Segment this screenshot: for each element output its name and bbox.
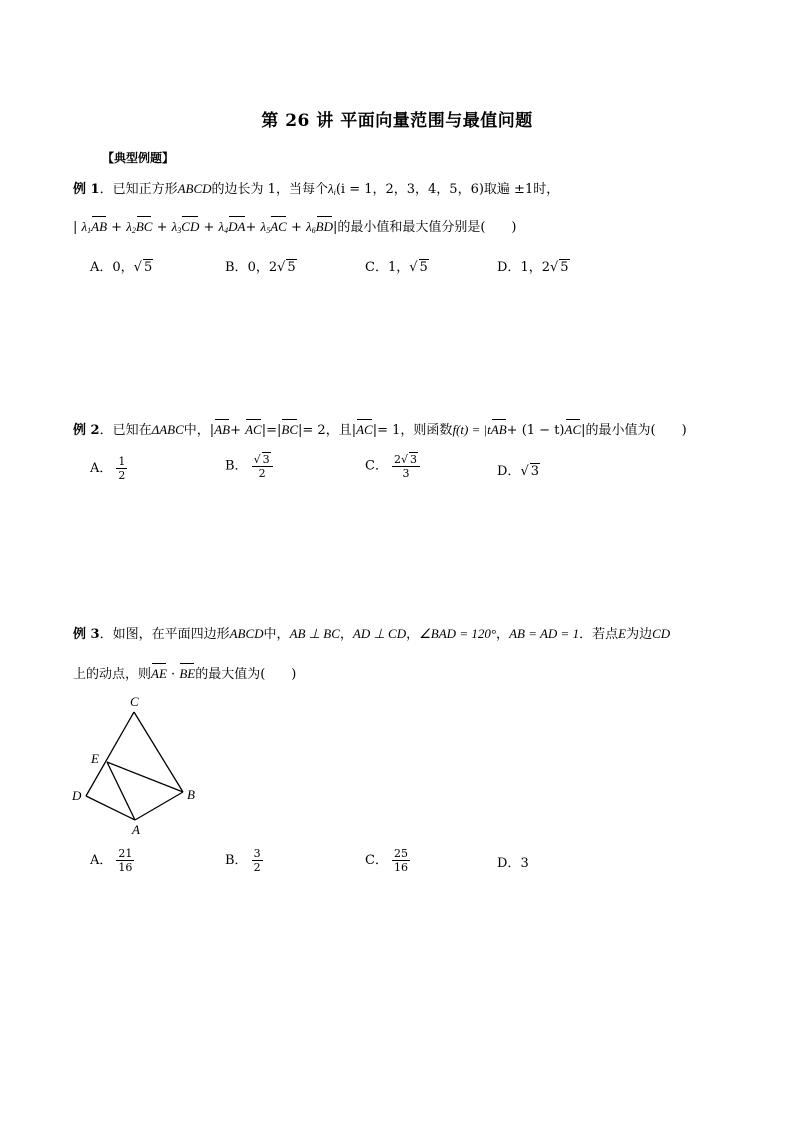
example-3-line-1: 例 3．如图，在平面四边形ABCD中，AB ⊥ BC，AD ⊥ CD，∠BAD = 120°，AB = AD = 1．若点E为边CD xyxy=(73,626,671,642)
segment-ba xyxy=(135,792,183,820)
page-title: 第 26 讲 平面向量范围与最值问题 xyxy=(261,111,533,131)
example-1-label: 例 1 xyxy=(73,182,100,197)
segment-ad xyxy=(86,796,135,820)
example-1-option-d[interactable]: D．1，2√ 5 xyxy=(497,260,569,275)
label-e: E xyxy=(91,751,99,766)
section-heading: 【典型例题】 xyxy=(102,151,175,165)
example-3-option-a[interactable]: A． $\frac{21}{16}$ xyxy=(90,847,133,874)
example-1-option-b[interactable]: B．0，2√ 5 xyxy=(225,260,296,275)
segment-eb xyxy=(107,762,183,792)
example-2-label: 例 2 xyxy=(73,423,100,438)
example-1-expression: | $\lambda_1AB + \lambda_2BC + \lambda_3CD + \lambda_4DA+ \lambda_5AC + \lambda_6BD|$的最小值和最大值分别是( ) xyxy=(73,215,517,240)
example-3-option-c[interactable]: C． $\frac{25}{16}$ xyxy=(365,847,408,874)
label-a: A xyxy=(132,822,140,837)
example-2-option-c[interactable]: C． $\frac{2√ 3}{3}$ xyxy=(365,452,420,480)
example-2-option-b[interactable]: B． $\frac{√ 3}{2}$ xyxy=(225,452,273,480)
example-3-option-d[interactable]: D．3 xyxy=(497,856,529,871)
example-1-option-c[interactable]: C．1，√ 5 xyxy=(365,260,428,275)
label-d: D xyxy=(72,788,82,803)
label-c: C xyxy=(130,694,139,709)
example-2-option-a[interactable]: A． $\frac{1}{2}$ xyxy=(90,455,126,482)
example-1-line-1: 例 1．已知正方形ABCD的边长为 1，当每个$\lambda_i(i = 1$，2，3，4，5，6)取遍 ±1时， xyxy=(73,181,560,197)
example-2-option-d[interactable]: D．√ 3 xyxy=(497,464,540,479)
example-3-label: 例 3 xyxy=(73,627,100,642)
segment-cb xyxy=(134,712,183,792)
example-3-line-2: 上的动点，则AE · BE的最大值为( ) xyxy=(73,662,296,684)
example-3-option-b[interactable]: B． $\frac{3}{2}$ xyxy=(225,847,261,874)
label-b: B xyxy=(187,787,195,802)
example-2-line: 例 2．已知在ΔABC中，|AB+ AC|=|BC|= 2，且|AC|= 1，则函数f(t) = |tAB+ (1 − t)AC|的最小值为( ) xyxy=(73,418,687,440)
example-1-option-a[interactable]: A．0，√ 5 xyxy=(90,260,153,275)
